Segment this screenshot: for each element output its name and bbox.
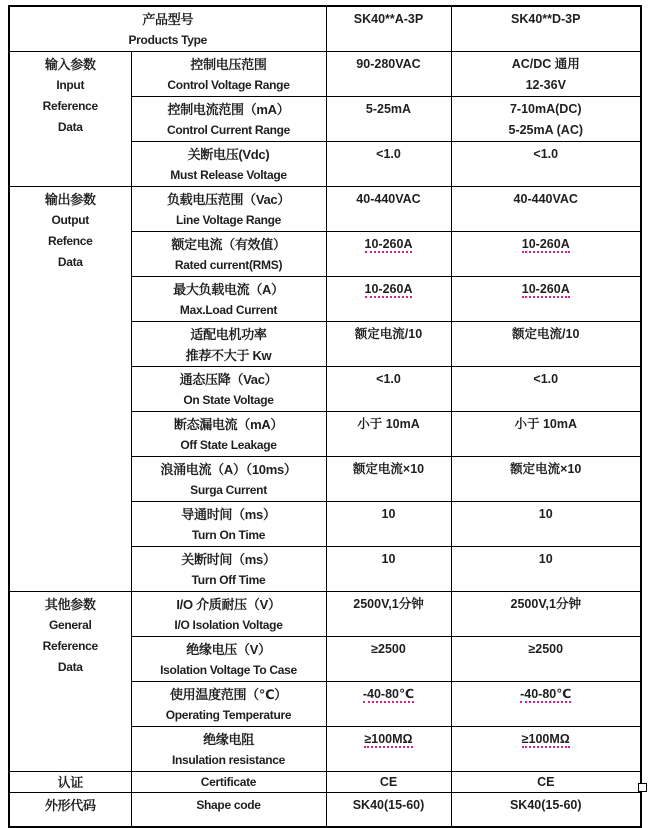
value-text: <1.0: [376, 147, 401, 161]
param-label: [131, 322, 326, 367]
param-en: Turn On Time: [191, 528, 266, 542]
value-text: 额定电流/10: [354, 327, 423, 341]
param-label: [131, 142, 326, 187]
value-text: 5-25mA (AC): [508, 123, 584, 137]
param-zh: 额定电流（有效值）: [171, 237, 286, 252]
category-line: Refence: [47, 234, 93, 248]
value-text: 40-440VAC: [356, 192, 421, 206]
param-en: Must Release Voltage: [170, 168, 287, 182]
value-text: 小于 10mA: [357, 417, 420, 431]
category-line: Input: [56, 78, 85, 92]
value-a: [326, 457, 451, 502]
param-en: Turn Off Time: [191, 573, 266, 587]
table-row: [9, 187, 641, 232]
column-header-a: [326, 6, 451, 52]
value-d: [451, 232, 641, 277]
param-label: [131, 682, 326, 727]
param-zh: 导通时间（ms）: [181, 507, 276, 522]
param-en: Control Voltage Range: [167, 78, 290, 92]
param-label: Certificate: [131, 772, 326, 793]
param-en: I/O Isolation Voltage: [174, 618, 283, 632]
value-text: 10: [381, 507, 396, 521]
model-d-label: SK40**D-3P: [511, 12, 581, 26]
category-line: 输出参数: [44, 192, 96, 207]
param-zh: 绝缘电阻: [203, 732, 254, 747]
product-type-cell: [9, 6, 326, 52]
value-d: [451, 727, 641, 772]
param-label: [131, 52, 326, 97]
value-text: 额定电流/10: [512, 327, 580, 341]
value-text: 10: [381, 552, 396, 566]
param-label: [131, 502, 326, 547]
param-label: [131, 367, 326, 412]
value-text: 小于 10mA: [514, 417, 578, 431]
spec-table: [8, 5, 642, 828]
param-label: [131, 592, 326, 637]
product-type-en: Products Type: [128, 33, 208, 47]
param-label: Shape code: [131, 793, 326, 827]
param-label: [131, 547, 326, 592]
category-certificate: 认证: [9, 772, 131, 793]
value-d: [451, 457, 641, 502]
table-row-header: [9, 6, 641, 52]
param-label: [131, 232, 326, 277]
value-text: -40-80℃: [520, 687, 572, 701]
category-output-parameters: [9, 187, 131, 592]
param-en: Line Voltage Range: [175, 213, 282, 227]
param-zh: I/O 介质耐压（V）: [176, 597, 281, 612]
param-zh: 断态漏电流（mA）: [173, 417, 284, 432]
value-text: <1.0: [533, 147, 559, 161]
value-text: ≥100MΩ: [521, 732, 570, 746]
param-zh: 关断电压(Vdc): [187, 147, 270, 162]
value-text: AC/DC 通用: [511, 57, 580, 71]
value-a: SK40(15-60): [326, 793, 451, 827]
param-zh: 推荐不大于 Kw: [185, 348, 272, 363]
param-en: On State Voltage: [183, 393, 274, 407]
value-d: [451, 52, 641, 97]
value-d: [451, 592, 641, 637]
category-line: Data: [57, 660, 83, 674]
value-d: SK40(15-60): [451, 793, 641, 827]
value-d: [451, 322, 641, 367]
param-en: Insulation resistance: [171, 753, 286, 767]
param-en: Off State Leakage: [180, 438, 277, 452]
param-zh: 控制电压范围: [190, 57, 267, 72]
value-text: -40-80℃: [362, 687, 415, 701]
model-a-label: SK40**A-3P: [353, 12, 424, 26]
category-general-parameters: [9, 592, 131, 772]
value-a: [326, 97, 451, 142]
value-text: <1.0: [533, 372, 559, 386]
param-zh: 最大负载电流（A）: [173, 282, 284, 297]
value-text: ≥2500: [528, 642, 564, 656]
value-a: [326, 52, 451, 97]
value-text: ≥100MΩ: [364, 732, 413, 746]
value-a: [326, 367, 451, 412]
category-line: General: [48, 618, 92, 632]
value-text: 额定电流×10: [352, 462, 425, 476]
value-text: 5-25mA: [365, 102, 412, 116]
param-zh: 绝缘电压（V）: [186, 642, 271, 657]
value-a: [326, 322, 451, 367]
value-text: 10-260A: [364, 237, 413, 251]
param-zh: 关断时间（ms）: [181, 552, 276, 567]
param-en: Control Current Range: [166, 123, 291, 137]
value-text: 额定电流×10: [510, 462, 582, 476]
value-d: [451, 97, 641, 142]
table-resize-handle[interactable]: [638, 783, 647, 792]
column-header-d: [451, 6, 641, 52]
param-en: Operating Temperature: [165, 708, 292, 722]
param-en: Max.Load Current: [179, 303, 278, 317]
value-text: 10-260A: [521, 282, 570, 296]
value-a: [326, 727, 451, 772]
category-line: 其他参数: [44, 597, 96, 612]
value-d: [451, 502, 641, 547]
param-en: Isolation Voltage To Case: [160, 663, 297, 677]
table-row: [9, 52, 641, 97]
value-a: [326, 412, 451, 457]
value-a: [326, 142, 451, 187]
category-line: Reference: [42, 99, 98, 113]
category-input-parameters: [9, 52, 131, 187]
param-en: Rated current(RMS): [174, 258, 283, 272]
value-text: 90-280VAC: [356, 57, 421, 71]
param-zh: 浪涌电流（A）（10ms）: [160, 462, 297, 477]
value-text: 10-260A: [364, 282, 413, 296]
value-text: ≥2500: [371, 642, 406, 656]
value-d: [451, 142, 641, 187]
value-d: [451, 547, 641, 592]
value-d: CE: [451, 772, 641, 793]
value-a: [326, 547, 451, 592]
param-zh: 控制电流范围（mA）: [167, 102, 290, 117]
category-line: Data: [57, 120, 83, 134]
category-line: 输入参数: [44, 57, 96, 72]
category-line: Output: [51, 213, 90, 227]
value-d: [451, 367, 641, 412]
value-d: [451, 412, 641, 457]
param-label: [131, 97, 326, 142]
value-text: 10: [538, 552, 553, 566]
param-zh: 通态压降（Vac）: [179, 372, 278, 387]
value-text: 10-260A: [521, 237, 570, 251]
value-text: 7-10mA(DC): [509, 102, 582, 116]
param-zh: 负载电压范围（Vac）: [166, 192, 291, 207]
category-line: Reference: [42, 639, 98, 653]
param-zh: 使用温度范围（℃）: [169, 687, 288, 702]
value-text: 12-36V: [525, 78, 566, 92]
value-d: [451, 187, 641, 232]
value-a: [326, 592, 451, 637]
value-a: CE: [326, 772, 451, 793]
category-shape-code: 外形代码: [9, 793, 131, 827]
param-label: [131, 457, 326, 502]
param-label: [131, 727, 326, 772]
product-type-zh: 产品型号: [142, 12, 194, 27]
value-a: [326, 232, 451, 277]
value-d: [451, 637, 641, 682]
value-a: [326, 277, 451, 322]
value-d: [451, 682, 641, 727]
value-text: 40-440VAC: [513, 192, 578, 206]
value-text: 2500V,1分钟: [353, 597, 424, 611]
value-text: 10: [538, 507, 553, 521]
value-a: [326, 682, 451, 727]
param-zh: 适配电机功率: [190, 327, 267, 342]
value-a: [326, 502, 451, 547]
param-label: [131, 277, 326, 322]
table-row-certificate: [9, 772, 641, 793]
category-line: Data: [57, 255, 83, 269]
param-label: [131, 187, 326, 232]
table-row: [9, 592, 641, 637]
value-d: [451, 277, 641, 322]
value-a: [326, 187, 451, 232]
param-en: Surga Current: [190, 483, 267, 497]
value-text: <1.0: [376, 372, 401, 386]
value-text: 2500V,1分钟: [510, 597, 581, 611]
table-row-shape-code: [9, 793, 641, 827]
param-label: [131, 412, 326, 457]
param-label: [131, 637, 326, 682]
value-a: [326, 637, 451, 682]
